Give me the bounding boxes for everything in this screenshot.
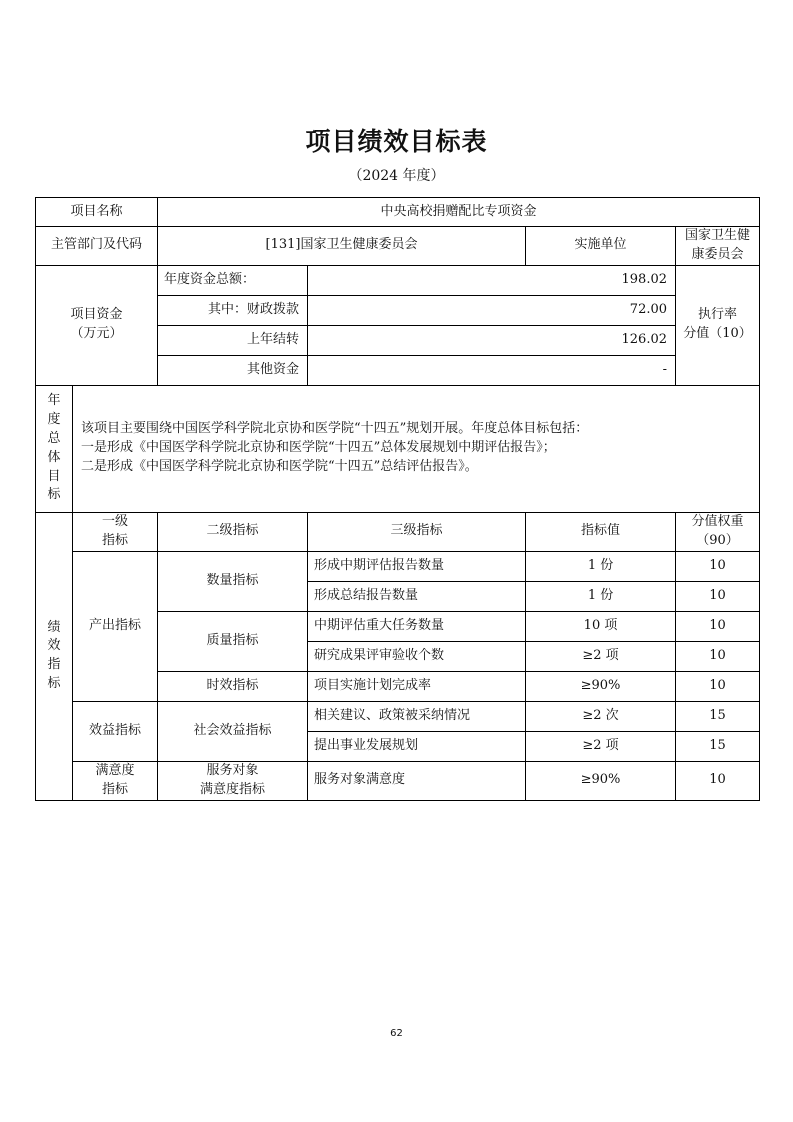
fund-total-label: 年度资金总额： bbox=[158, 265, 308, 295]
project-name-row bbox=[36, 198, 760, 227]
fund-label bbox=[36, 265, 158, 385]
indicator-header-row bbox=[36, 512, 760, 551]
implementing-unit-value: 国家卫生健康委员会 bbox=[676, 227, 760, 266]
indicator-weight: 10 bbox=[676, 761, 760, 800]
benefit-indicator-label: 效益指标 bbox=[73, 701, 158, 761]
project-name-label: 项目名称 bbox=[36, 198, 158, 227]
satisfaction-indicator-label bbox=[73, 761, 158, 800]
header-level3: 三级指标 bbox=[308, 512, 526, 551]
label-char: 标 bbox=[47, 487, 61, 503]
header-weight bbox=[676, 512, 760, 551]
indicator-value: ≥90% bbox=[526, 761, 676, 800]
quantity-indicator-label: 数量指标 bbox=[158, 551, 308, 611]
label-char: 度 bbox=[47, 412, 61, 427]
fund-total-value: 198.02 bbox=[308, 265, 676, 295]
fund-carryover-label: 上年结转 bbox=[158, 325, 308, 355]
indicator-name: 项目实施计划完成率 bbox=[308, 671, 526, 701]
performance-table bbox=[35, 197, 760, 801]
header-line: （90） bbox=[696, 532, 739, 548]
indicator-value: ≥90% bbox=[526, 671, 676, 701]
indicator-weight: 10 bbox=[676, 641, 760, 671]
indicator-row bbox=[36, 761, 760, 800]
execution-rate-line2: 分值（10） bbox=[683, 326, 752, 342]
output-indicator-label: 产出指标 bbox=[73, 551, 158, 701]
indicator-weight: 10 bbox=[676, 611, 760, 641]
indicator-value: 1 份 bbox=[526, 581, 676, 611]
indicator-name: 中期评估重大任务数量 bbox=[308, 611, 526, 641]
timeliness-indicator-label: 时效指标 bbox=[158, 671, 308, 701]
label-char: 指 bbox=[47, 657, 61, 673]
indicator-name: 服务对象满意度 bbox=[308, 761, 526, 800]
indicator-value: ≥2 项 bbox=[526, 731, 676, 761]
indicator-value: ≥2 次 bbox=[526, 701, 676, 731]
header-level2: 二级指标 bbox=[158, 512, 308, 551]
indicator-value: 1 份 bbox=[526, 551, 676, 581]
annual-goal-text bbox=[73, 385, 760, 512]
indicator-name: 研究成果评审验收个数 bbox=[308, 641, 526, 671]
department-row bbox=[36, 227, 760, 266]
indicator-name: 形成中期评估报告数量 bbox=[308, 551, 526, 581]
label-char: 绩 bbox=[47, 619, 61, 635]
fund-other-label: 其他资金 bbox=[158, 355, 308, 385]
annual-goal-row bbox=[36, 385, 760, 512]
indicator-weight: 15 bbox=[676, 731, 760, 761]
goal-line: 二是形成《中国医学科学院北京协和医学院“十四五”总结评估报告》。 bbox=[81, 459, 478, 475]
label-char: 效 bbox=[47, 638, 61, 654]
indicator-name: 相关建议、政策被采纳情况 bbox=[308, 701, 526, 731]
indicator-weight: 15 bbox=[676, 701, 760, 731]
goal-line: 一是形成《中国医学科学院北京协和医学院“十四五”总体发展规划中期评估报告》； bbox=[81, 440, 556, 456]
header-level1 bbox=[73, 512, 158, 551]
indicator-name: 形成总结报告数量 bbox=[308, 581, 526, 611]
execution-rate-label bbox=[676, 265, 760, 385]
header-line: 分值权重 bbox=[691, 513, 744, 529]
label-char: 目 bbox=[47, 468, 61, 484]
quality-indicator-label: 质量指标 bbox=[158, 611, 308, 671]
fund-carryover-value: 126.02 bbox=[308, 325, 676, 355]
fund-fiscal-value: 72.00 bbox=[308, 295, 676, 325]
indicator-row bbox=[36, 701, 760, 731]
indicator-name: 提出事业发展规划 bbox=[308, 731, 526, 761]
indicator-weight: 10 bbox=[676, 551, 760, 581]
indicator-value: 10 项 bbox=[526, 611, 676, 641]
implementing-unit-label: 实施单位 bbox=[526, 227, 676, 266]
label-line: 指标 bbox=[102, 781, 129, 797]
indicator-value: ≥2 项 bbox=[526, 641, 676, 671]
project-name-value: 中央高校捐赠配比专项资金 bbox=[158, 198, 760, 227]
label-line: 服务对象 bbox=[206, 762, 259, 778]
label-line: 满意度 bbox=[95, 762, 135, 778]
label-char: 总 bbox=[47, 430, 61, 446]
execution-rate-line1: 执行率 bbox=[698, 307, 738, 323]
department-value: [131]国家卫生健康委员会 bbox=[158, 227, 526, 266]
header-line: 一级 bbox=[102, 513, 129, 529]
department-label: 主管部门及代码 bbox=[36, 227, 158, 266]
indicator-weight: 10 bbox=[676, 671, 760, 701]
label-char: 体 bbox=[47, 449, 61, 465]
social-benefit-indicator-label: 社会效益指标 bbox=[158, 701, 308, 761]
fund-other-value: - bbox=[308, 355, 676, 385]
page-title: 项目绩效目标表 bbox=[305, 127, 488, 156]
label-char: 标 bbox=[47, 676, 61, 692]
header-line: 指标 bbox=[102, 532, 129, 548]
goal-line: 该项目主要围绕中国医学科学院北京协和医学院“十四五”规划开展。年度总体目标包括： bbox=[81, 421, 589, 437]
header-value: 指标值 bbox=[526, 512, 676, 551]
fund-label-line1: 项目资金 bbox=[70, 307, 123, 323]
annual-goal-label bbox=[36, 385, 73, 512]
fund-fiscal-label: 其中：财政拨款 bbox=[158, 295, 308, 325]
indicator-row bbox=[36, 551, 760, 581]
indicator-weight: 10 bbox=[676, 581, 760, 611]
service-satisfaction-label bbox=[158, 761, 308, 800]
fund-row bbox=[36, 265, 760, 295]
label-char: 年 bbox=[47, 393, 61, 409]
fund-label-line2: （万元） bbox=[70, 326, 123, 342]
performance-indicator-label bbox=[36, 512, 73, 800]
label-line: 满意度指标 bbox=[200, 781, 266, 797]
page-subtitle: （2024 年度） bbox=[348, 168, 445, 184]
page-number: 62 bbox=[390, 1028, 403, 1039]
